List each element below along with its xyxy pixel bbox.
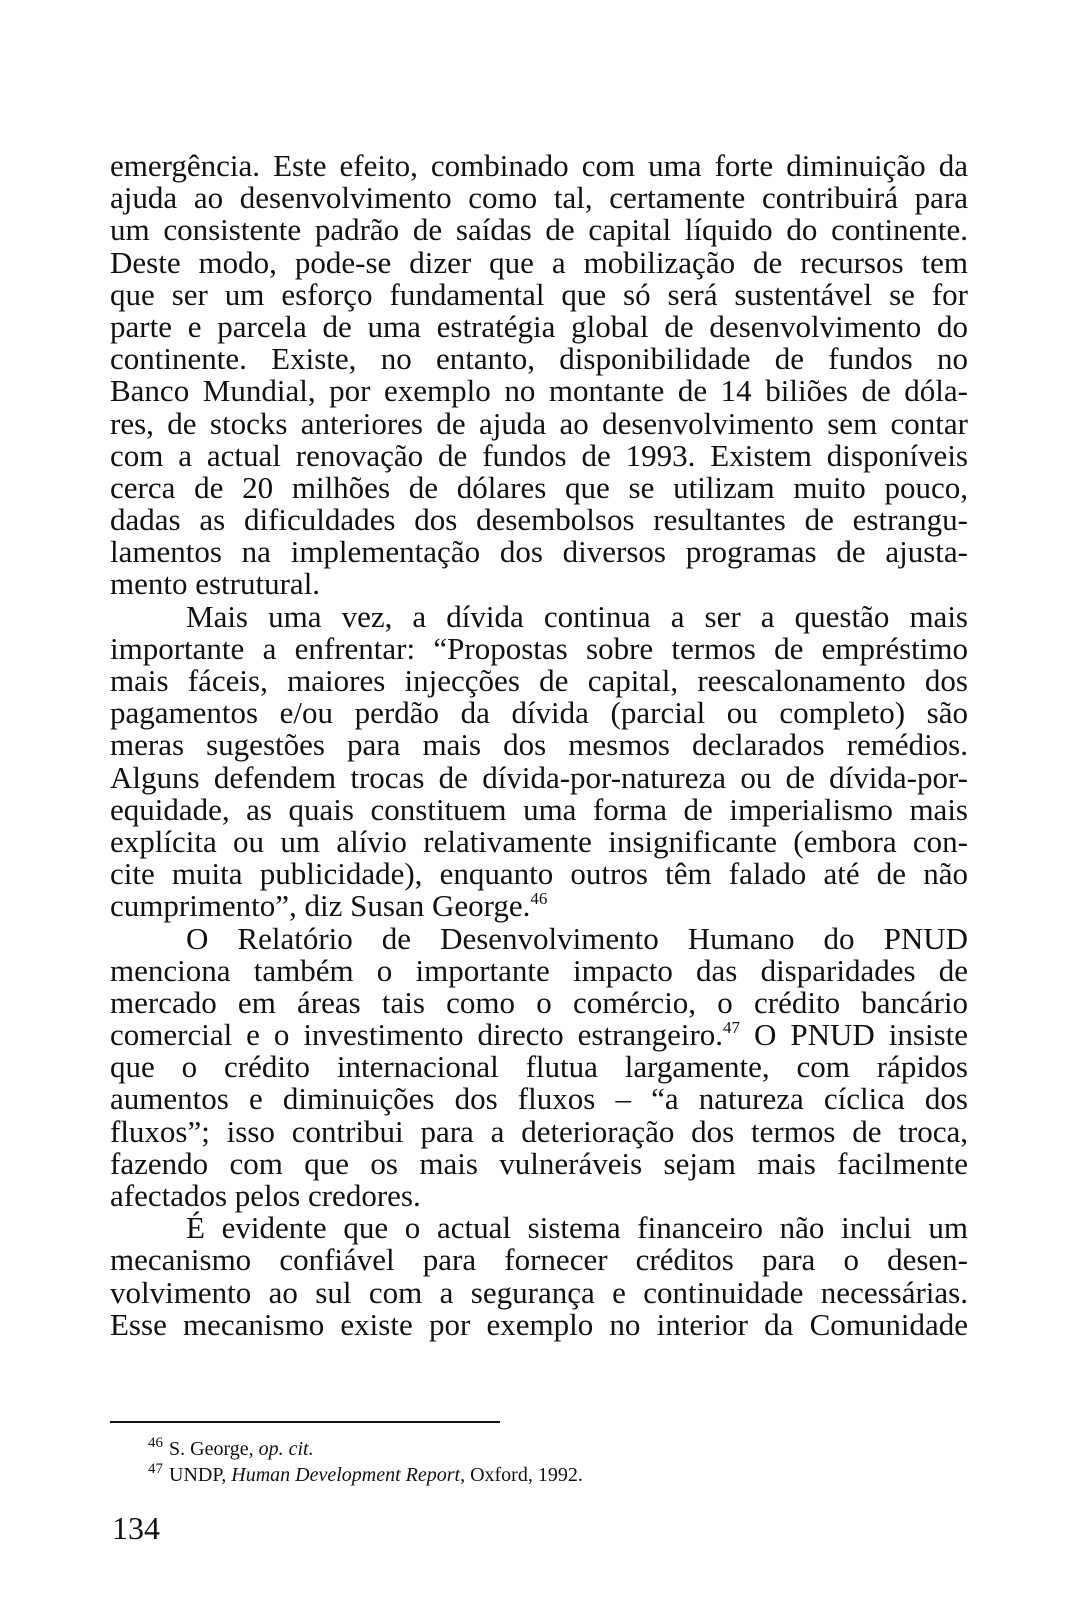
text-line: É evidente que o actual sistema financeiro não inclui um — [186, 1210, 968, 1246]
text-line: parte e parcela de uma estratégia global de desenvolvimento do — [110, 308, 968, 344]
text-line: afectados pelos credores. — [110, 1178, 421, 1213]
text-line: cerca de 20 milhões de dólares que se utilizam muito pouco, — [110, 469, 968, 505]
footnote-text: S. George, — [169, 1438, 259, 1460]
text-line: que o crédito internacional flutua largamente, com rápidos — [110, 1049, 968, 1085]
text-line: volvimento ao sul com a segurança e continuidade necessárias. — [110, 1274, 968, 1310]
text-line — [110, 890, 968, 922]
text-line: Banco Mundial, por exemplo no montante de 14 biliões de dóla- — [110, 373, 968, 409]
paragraph-4 — [110, 1212, 968, 1341]
footnotes — [148, 1436, 583, 1488]
text-line: pagamentos e/ou perdão da dívida (parcial ou completo) são — [110, 695, 968, 731]
text-line: Alguns defendem trocas de dívida-por-natureza ou de dívida-por- — [110, 759, 968, 795]
text-line: mais fáceis, maiores injecções de capital, reescalonamento dos — [110, 663, 968, 698]
text-line: fazendo com que os mais vulneráveis sejam mais facilmente — [110, 1145, 968, 1181]
text-line: mento estrutural. — [110, 566, 321, 602]
footnote-ref-46[interactable]: 46 — [530, 889, 548, 909]
footnote-ref-47[interactable]: 47 — [723, 1018, 741, 1038]
text-line: importante a enfrentar: “Propostas sobre termos de empréstimo — [110, 630, 968, 666]
text-line: Esse mecanismo existe por exemplo no interior da Comunidade — [110, 1306, 968, 1342]
text-line: cite muita publicidade), enquanto outros têm falado até de não — [110, 856, 968, 892]
footnote-text-end: , Oxford, 1992. — [460, 1464, 583, 1486]
text-line: lamentos na implementação dos diversos programas de ajusta- — [110, 534, 968, 570]
text-line: um consistente padrão de saídas de capital líquido do continente. — [110, 212, 968, 248]
footnote-46 — [148, 1436, 583, 1462]
text-line: ajuda ao desenvolvimento como tal, certamente contribuirá para — [110, 180, 968, 216]
paragraph-1 — [110, 150, 968, 601]
footnote-italic: op. cit. — [258, 1438, 314, 1460]
text-line: emergência. Este efeito, combinado com uma forte diminuição da — [110, 148, 968, 183]
text-line: continente. Existe, no entanto, disponibilidade de fundos no — [110, 341, 968, 377]
text-line: menciona também o importante impacto das disparidades de — [110, 952, 968, 988]
text-line: que ser um esforço fundamental que só será sustentável se for — [110, 276, 968, 312]
footnote-number: 46 — [148, 1435, 163, 1451]
page-number: 134 — [112, 1510, 160, 1546]
footnote-italic: Human Development Report — [231, 1464, 461, 1486]
footnote-number: 47 — [148, 1461, 163, 1477]
text-line: O Relatório de Desenvolvimento Humano do PNUD — [186, 920, 968, 956]
text-line: mercado em áreas tais como o comércio, o crédito bancário — [110, 984, 968, 1020]
text-line: Mais uma vez, a dívida continua a ser a questão mais — [186, 598, 968, 634]
text-line: mecanismo confiável para fornecer créditos para o desen- — [110, 1242, 968, 1278]
text-line: fluxos”; isso contribui para a deterioração dos termos de troca, — [110, 1113, 968, 1149]
text-line: com a actual renovação de fundos de 1993. Existem disponíveis — [110, 437, 968, 473]
text-line: equidade, as quais constituem uma forma de imperialismo mais — [110, 791, 968, 827]
text-segment: cumprimento”, diz Susan George. — [110, 888, 531, 924]
body-text — [110, 150, 968, 1341]
text-line: dadas as dificuldades dos desembolsos resultantes de estrangu- — [110, 502, 968, 538]
text-line: aumentos e diminuições dos fluxos – “a natureza cíclica dos — [110, 1081, 968, 1117]
text-line: res, de stocks anteriores de ajuda ao desenvolvimento sem contar — [110, 405, 968, 441]
text-line: explícita ou um alívio relativamente insignificante (embora con- — [110, 823, 968, 859]
text-line: Deste modo, pode-se dizer que a mobilização de recursos tem — [110, 244, 968, 280]
paragraph-3 — [110, 920, 969, 1213]
text-line — [110, 1019, 968, 1051]
paragraph-2 — [110, 598, 968, 924]
text-segment: O PNUD insiste — [740, 1017, 969, 1053]
text-segment: comercial e o investimento directo estrangeiro. — [110, 1017, 724, 1053]
footnote-divider — [110, 1421, 500, 1423]
text-line: meras sugestões para mais dos mesmos declarados remédios. — [110, 727, 968, 763]
footnote-text: UNDP, — [169, 1464, 232, 1486]
footnote-47 — [148, 1462, 583, 1488]
